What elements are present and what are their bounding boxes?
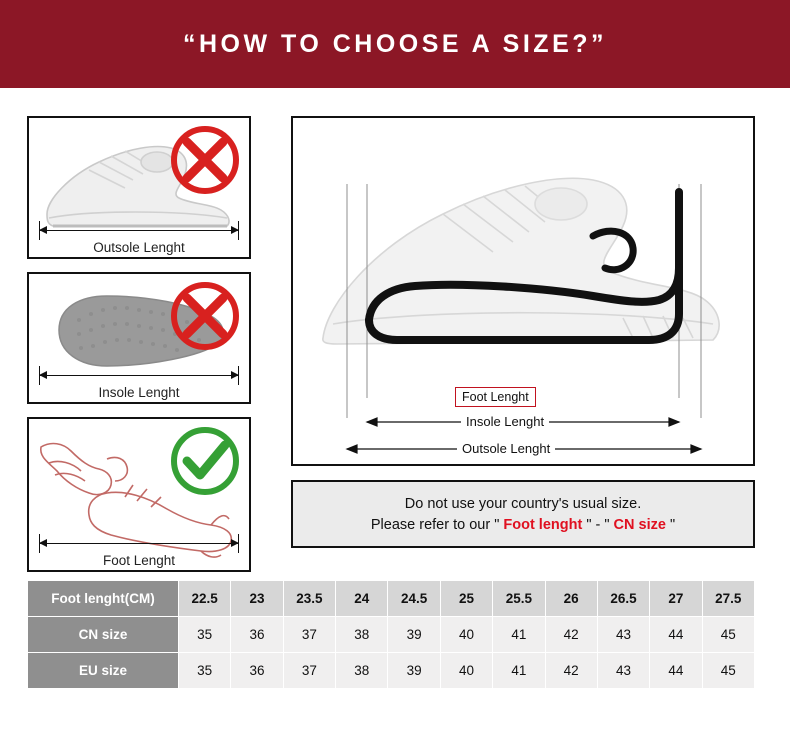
cell: 25.5: [493, 581, 545, 617]
cell: 42: [545, 653, 597, 689]
cell: 44: [650, 653, 702, 689]
cell: 43: [597, 653, 649, 689]
cell: 26: [545, 581, 597, 617]
cell: 37: [283, 653, 335, 689]
cell: 38: [336, 653, 388, 689]
note-line-1: Do not use your country's usual size.: [404, 495, 642, 512]
cell: 39: [388, 617, 440, 653]
cell: 25: [440, 581, 492, 617]
panel-foot: [27, 417, 251, 572]
cell: 26.5: [597, 581, 649, 617]
row-label-cn-size: CN size: [28, 617, 179, 653]
note-prefix: Please refer to our ": [370, 516, 504, 533]
cell: 38: [336, 617, 388, 653]
cell: 40: [440, 653, 492, 689]
panel-outsole: [27, 116, 251, 259]
label-insole-length: Insole Lenght: [461, 414, 549, 429]
row-label-foot-length: Foot lenght(CM): [28, 581, 179, 617]
row-label-eu-size: EU size: [28, 653, 179, 689]
cell: 43: [597, 617, 649, 653]
note-foot-length: Foot lenght: [503, 516, 583, 533]
cell: 42: [545, 617, 597, 653]
size-conversion-table: [27, 580, 755, 689]
cell: 22.5: [179, 581, 231, 617]
cell: 35: [179, 653, 231, 689]
cell: 24: [336, 581, 388, 617]
page-header: [0, 0, 790, 88]
foot-in-shoe-diagram: [291, 116, 755, 466]
cell: 36: [231, 617, 283, 653]
label-foot-length: Foot Lenght: [455, 387, 536, 407]
cell: 23.5: [283, 581, 335, 617]
table-row: [28, 653, 755, 689]
cell: 27.5: [702, 581, 754, 617]
content-area: [0, 88, 790, 744]
cell: 35: [179, 617, 231, 653]
cell: 39: [388, 653, 440, 689]
cell: 23: [231, 581, 283, 617]
red-x-icon: [167, 278, 243, 354]
insole-measure-line: [39, 375, 239, 376]
note-cn-size: CN size: [613, 516, 666, 533]
cell: 24.5: [388, 581, 440, 617]
page-title: “HOW TO CHOOSE A SIZE?”: [182, 29, 608, 58]
note-line-2: [371, 517, 675, 533]
note-suffix: ": [665, 516, 676, 533]
note-mid: " - ": [582, 516, 614, 533]
panel-insole: [27, 272, 251, 404]
cell: 36: [231, 653, 283, 689]
panel-outsole-caption: Outsole Lenght: [87, 240, 191, 255]
cell: 27: [650, 581, 702, 617]
cell: 45: [702, 653, 754, 689]
cell: 37: [283, 617, 335, 653]
red-x-icon: [167, 122, 243, 198]
cell: 40: [440, 617, 492, 653]
cell: 41: [493, 653, 545, 689]
cell: 44: [650, 617, 702, 653]
panel-foot-caption: Foot Lenght: [97, 553, 181, 568]
green-check-icon: [167, 423, 243, 499]
note-box: [291, 480, 755, 548]
foot-measure-line: [39, 543, 239, 544]
table-row: [28, 617, 755, 653]
outsole-measure-line: [39, 230, 239, 231]
panel-insole-caption: Insole Lenght: [92, 385, 185, 400]
left-column: [27, 116, 251, 585]
cell: 41: [493, 617, 545, 653]
cell: 45: [702, 617, 754, 653]
label-outsole-length: Outsole Lenght: [457, 441, 555, 456]
table-row: [28, 581, 755, 617]
